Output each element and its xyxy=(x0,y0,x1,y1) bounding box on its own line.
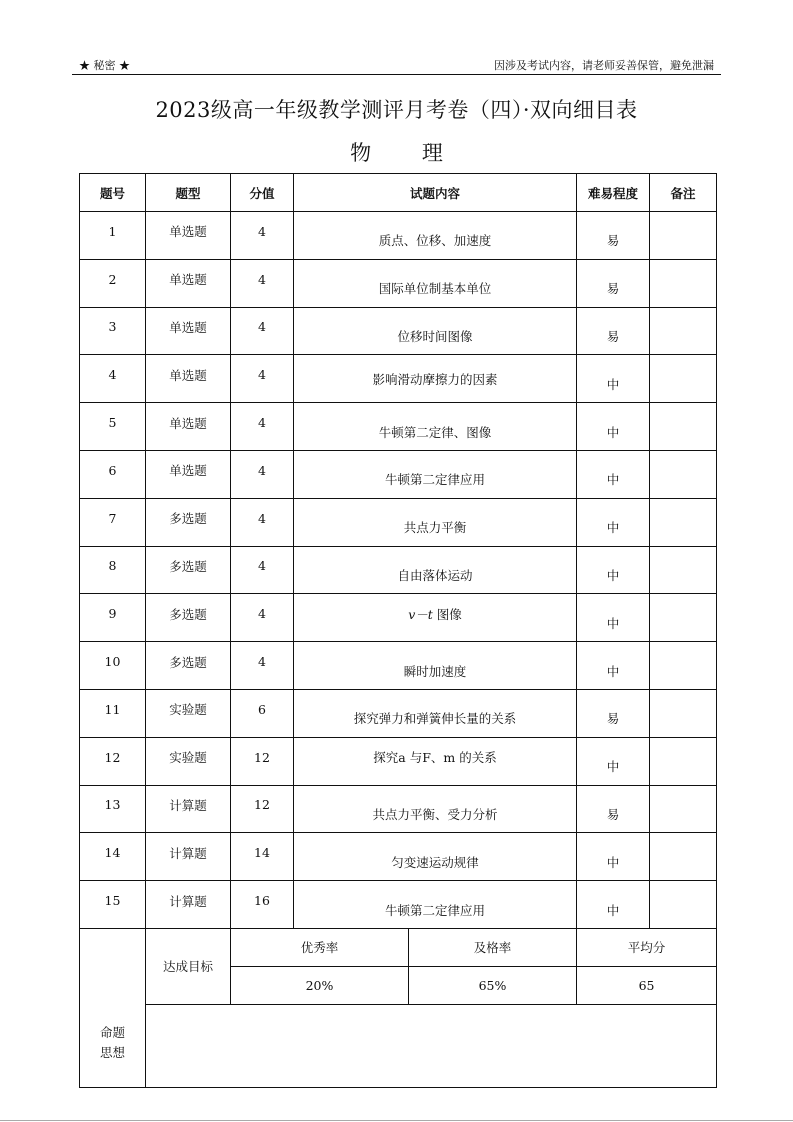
question-type: 计算题 xyxy=(146,833,231,881)
question-difficulty: 易 xyxy=(577,785,650,833)
question-type: 多选题 xyxy=(146,642,231,690)
question-no: 2 xyxy=(80,259,146,307)
table-row xyxy=(80,642,717,690)
question-type: 计算题 xyxy=(146,785,231,833)
question-difficulty: 易 xyxy=(577,259,650,307)
question-type: 单选题 xyxy=(146,259,231,307)
question-score: 4 xyxy=(231,355,294,403)
question-difficulty: 中 xyxy=(577,642,650,690)
table-row xyxy=(80,546,717,594)
design-intent-blank xyxy=(146,1004,717,1087)
question-note xyxy=(650,450,717,498)
question-score: 14 xyxy=(231,833,294,881)
question-note xyxy=(650,785,717,833)
table-row xyxy=(80,498,717,546)
table-header-row xyxy=(80,174,717,212)
question-no: 1 xyxy=(80,212,146,260)
question-type: 单选题 xyxy=(146,450,231,498)
question-content: 匀变速运动规律 xyxy=(294,833,577,881)
question-content: 国际单位制基本单位 xyxy=(294,259,577,307)
question-type: 单选题 xyxy=(146,212,231,260)
specification-table xyxy=(79,173,717,1088)
question-no: 10 xyxy=(80,642,146,690)
question-note xyxy=(650,833,717,881)
subject-title: 物 理 xyxy=(350,141,465,165)
question-note xyxy=(650,259,717,307)
metric-value-average: 65 xyxy=(577,966,717,1004)
question-content: 牛顿第二定律应用 xyxy=(294,881,577,929)
question-content: 探究弹力和弹簧伸长量的关系 xyxy=(294,689,577,737)
question-content: 探究a 与F、m 的关系 xyxy=(294,737,577,785)
question-type: 多选题 xyxy=(146,498,231,546)
table-row xyxy=(80,307,717,355)
question-no: 5 xyxy=(80,403,146,451)
question-score: 4 xyxy=(231,450,294,498)
question-content: 影响滑动摩擦力的因素 xyxy=(294,355,577,403)
table-row xyxy=(80,355,717,403)
question-no: 14 xyxy=(80,833,146,881)
question-no: 8 xyxy=(80,546,146,594)
design-intent-text: 命题思想 xyxy=(99,1024,125,1060)
question-no: 4 xyxy=(80,355,146,403)
question-type: 实验题 xyxy=(146,689,231,737)
question-note xyxy=(650,642,717,690)
question-content: 位移时间图像 xyxy=(294,307,577,355)
table-row xyxy=(80,785,717,833)
question-type: 单选题 xyxy=(146,403,231,451)
question-score: 4 xyxy=(231,546,294,594)
question-note xyxy=(650,881,717,929)
header-score: 分值 xyxy=(231,174,294,212)
question-score: 4 xyxy=(231,307,294,355)
metric-label-excellent: 优秀率 xyxy=(231,928,409,966)
question-note xyxy=(650,546,717,594)
question-no: 15 xyxy=(80,881,146,929)
question-note xyxy=(650,737,717,785)
table-row xyxy=(80,689,717,737)
question-no: 9 xyxy=(80,594,146,642)
design-intent-blank-row xyxy=(80,1004,717,1087)
question-type: 多选题 xyxy=(146,546,231,594)
question-no: 6 xyxy=(80,450,146,498)
question-content: 共点力平衡、受力分析 xyxy=(294,785,577,833)
question-score: 4 xyxy=(231,498,294,546)
confidential-notice: 因涉及考试内容，请老师妥善保管，避免泄漏 xyxy=(494,59,714,72)
question-score: 4 xyxy=(231,642,294,690)
confidential-mark: ★ 秘密 ★ xyxy=(79,59,130,72)
question-note xyxy=(650,212,717,260)
question-score: 4 xyxy=(231,212,294,260)
metric-label-pass: 及格率 xyxy=(409,928,577,966)
question-content: 牛顿第二定律应用 xyxy=(294,450,577,498)
question-no: 12 xyxy=(80,737,146,785)
question-score: 12 xyxy=(231,785,294,833)
question-difficulty: 中 xyxy=(577,881,650,929)
table-row xyxy=(80,259,717,307)
question-score: 4 xyxy=(231,594,294,642)
question-score: 4 xyxy=(231,259,294,307)
table-row xyxy=(80,594,717,642)
question-difficulty: 易 xyxy=(577,212,650,260)
question-note xyxy=(650,403,717,451)
question-difficulty: 易 xyxy=(577,307,650,355)
question-difficulty: 易 xyxy=(577,689,650,737)
question-difficulty: 中 xyxy=(577,737,650,785)
goal-labels-row xyxy=(80,928,717,966)
goal-label: 达成目标 xyxy=(146,928,231,1004)
question-type: 实验题 xyxy=(146,737,231,785)
question-type: 计算题 xyxy=(146,881,231,929)
question-type: 单选题 xyxy=(146,355,231,403)
header-type: 题型 xyxy=(146,174,231,212)
confidential-header xyxy=(79,56,714,74)
question-score: 12 xyxy=(231,737,294,785)
question-difficulty: 中 xyxy=(577,498,650,546)
metric-label-average: 平均分 xyxy=(577,928,717,966)
metric-value-excellent: 20% xyxy=(231,966,409,1004)
question-type: 单选题 xyxy=(146,307,231,355)
design-intent-label xyxy=(80,928,146,1087)
question-no: 11 xyxy=(80,689,146,737)
question-content: 瞬时加速度 xyxy=(294,642,577,690)
question-no: 3 xyxy=(80,307,146,355)
question-content xyxy=(294,594,577,642)
question-note xyxy=(650,307,717,355)
question-difficulty: 中 xyxy=(577,594,650,642)
question-content: 牛顿第二定律、图像 xyxy=(294,403,577,451)
table-row xyxy=(80,403,717,451)
table-row xyxy=(80,833,717,881)
question-no: 13 xyxy=(80,785,146,833)
page-bottom-rule xyxy=(0,1120,793,1121)
table-row xyxy=(80,881,717,929)
question-note xyxy=(650,355,717,403)
question-content: 自由落体运动 xyxy=(294,546,577,594)
question-content-text: 图像 xyxy=(436,606,462,622)
question-note xyxy=(650,498,717,546)
question-difficulty: 中 xyxy=(577,355,650,403)
question-difficulty: 中 xyxy=(577,833,650,881)
question-score: 4 xyxy=(231,403,294,451)
document-title: 2023级高一年级教学测评月考卷（四）·双向细目表 xyxy=(155,98,638,122)
question-score: 16 xyxy=(231,881,294,929)
question-difficulty: 中 xyxy=(577,450,650,498)
question-score: 6 xyxy=(231,689,294,737)
header-difficulty: 难易程度 xyxy=(577,174,650,212)
question-difficulty: 中 xyxy=(577,403,650,451)
header-no: 题号 xyxy=(80,174,146,212)
header-note: 备注 xyxy=(650,174,717,212)
question-no: 7 xyxy=(80,498,146,546)
header-rule xyxy=(72,74,721,75)
table-row xyxy=(80,212,717,260)
question-content: 质点、位移、加速度 xyxy=(294,212,577,260)
table-row xyxy=(80,450,717,498)
vt-variable: v－t xyxy=(408,606,433,622)
table-row xyxy=(80,737,717,785)
question-difficulty: 中 xyxy=(577,546,650,594)
question-note xyxy=(650,689,717,737)
question-type: 多选题 xyxy=(146,594,231,642)
question-note xyxy=(650,594,717,642)
metric-value-pass: 65% xyxy=(409,966,577,1004)
header-content: 试题内容 xyxy=(294,174,577,212)
question-content: 共点力平衡 xyxy=(294,498,577,546)
